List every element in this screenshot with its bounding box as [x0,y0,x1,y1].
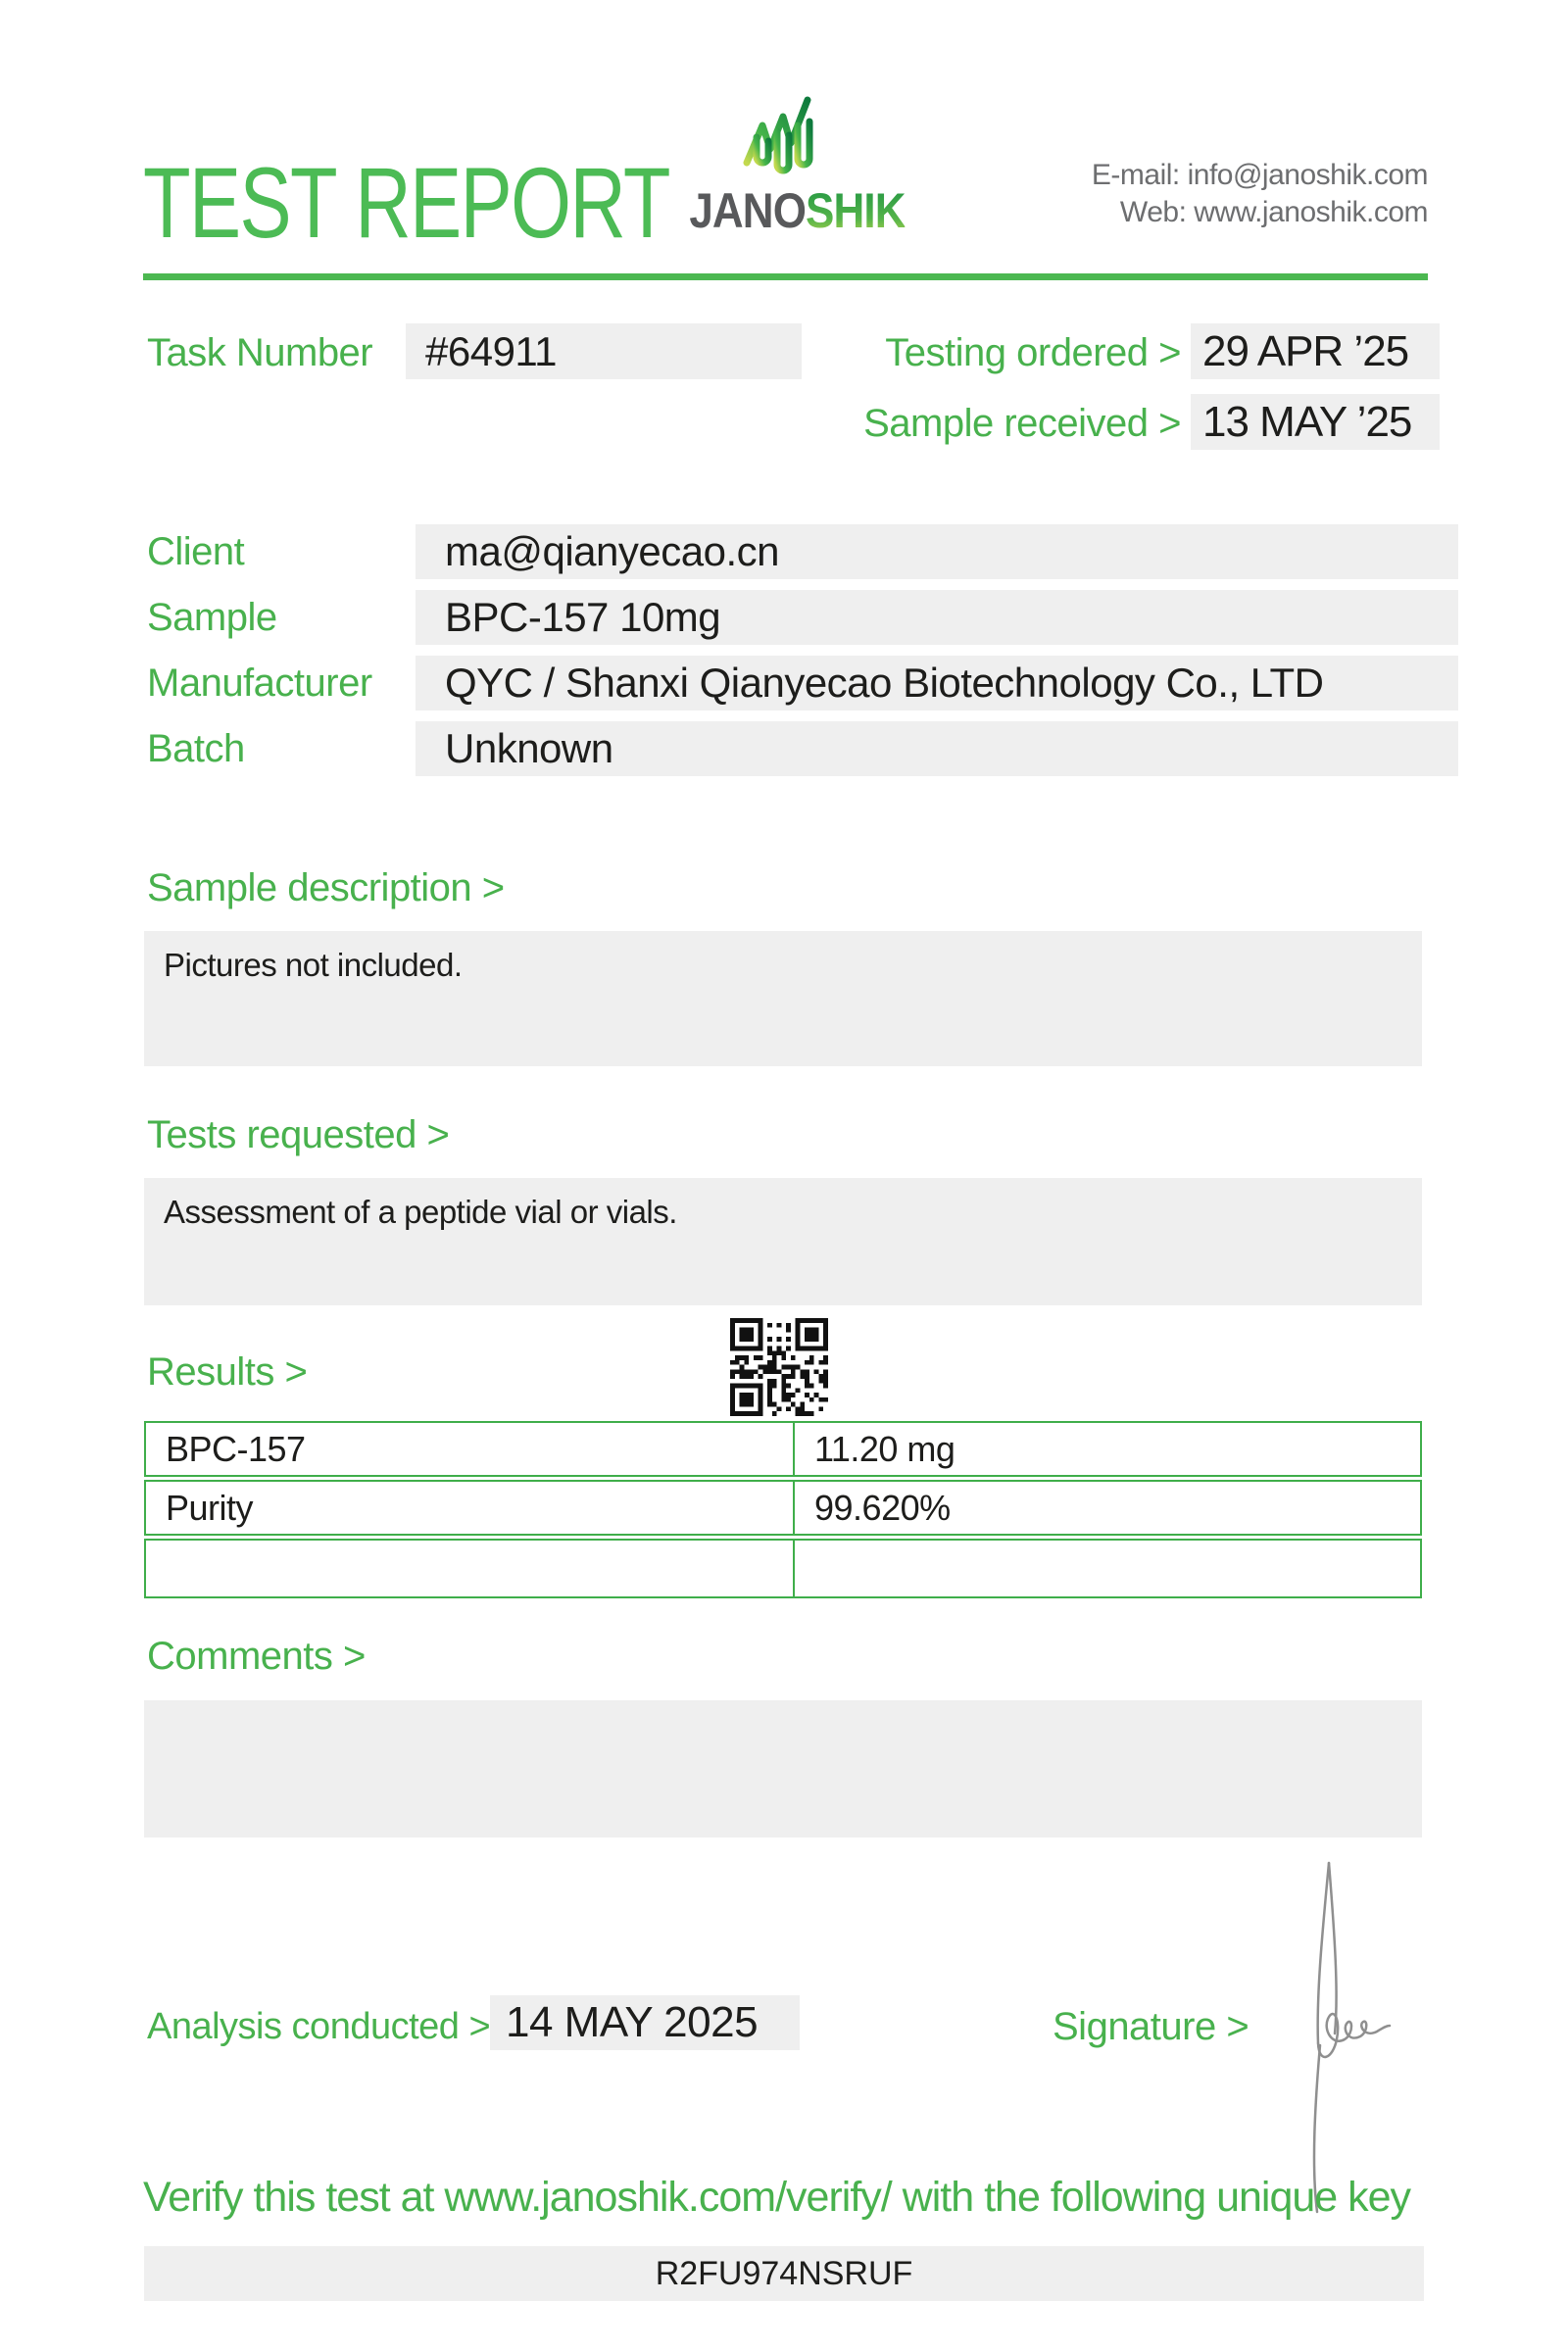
contact-block [1092,157,1428,231]
sample-description-heading: Sample description > [147,866,505,909]
signature-label: Signature > [1053,2005,1250,2048]
unique-key-value: R2FU974NSRUF [655,2254,913,2292]
tests-requested-box [144,1178,1422,1305]
sample-value-box [416,590,1458,645]
testing-ordered-value: 29 APR ’25 [1202,326,1409,375]
table-row [144,1539,1422,1598]
contact-web: Web: www.janoshik.com [1119,196,1428,228]
sample-description-text: Pictures not included. [164,947,463,983]
logo-wordmark [689,183,906,238]
sample-received-value: 13 MAY ’25 [1202,397,1412,446]
sample-received-label: Sample received > [863,402,1181,445]
testing-ordered-value-box [1191,323,1440,379]
page-title: TEST REPORT [143,147,669,259]
result-value-cell: 99.620% [814,1487,951,1528]
task-number-value: #64911 [425,327,558,374]
header-divider [143,273,1428,280]
client-label: Client [147,530,245,573]
result-name-cell [146,1541,795,1596]
qr-code-image [730,1318,828,1416]
comments-heading: Comments > [147,1635,366,1678]
task-number-value-box [406,323,802,379]
table-row [144,1480,1422,1536]
tests-requested-heading: Tests requested > [147,1113,450,1156]
manufacturer-value-box [416,656,1458,710]
task-number-label: Task Number [147,331,373,374]
verify-instruction: Verify this test at www.janoshik.com/verify/ with the following unique key [143,2174,1411,2221]
client-value-box [416,524,1458,579]
batch-value: Unknown [445,725,613,771]
result-value-cell: 11.20 mg [814,1428,956,1469]
manufacturer-value: QYC / Shanxi Qianyecao Biotechnology Co., LTD [445,660,1324,706]
signature-image [1274,1857,1411,2220]
unique-key-box [144,2246,1424,2301]
comments-box [144,1700,1422,1838]
sample-received-value-box [1191,394,1440,450]
batch-value-box [416,721,1458,776]
contact-email: E-mail: info@janoshik.com [1091,159,1428,191]
table-row [144,1421,1422,1477]
result-name-cell: Purity [146,1482,795,1534]
client-value: ma@qianyecao.cn [445,528,779,574]
testing-ordered-label: Testing ordered > [885,331,1181,374]
sample-description-box [144,931,1422,1066]
sample-label: Sample [147,596,277,639]
result-value-cell [795,1541,1420,1596]
results-heading: Results > [147,1350,308,1394]
bar-chart-arrow-icon [740,96,830,182]
janoshik-logo [676,96,906,238]
sample-value: BPC-157 10mg [445,594,721,640]
logo-word-jano: JANO [689,183,807,238]
analysis-date-value: 14 MAY 2025 [506,1998,759,2046]
results-table [144,1421,1422,1601]
batch-label: Batch [147,727,245,770]
logo-word-shik: SHIK [806,183,906,238]
manufacturer-label: Manufacturer [147,662,372,705]
result-name-cell: BPC-157 [146,1423,795,1475]
analysis-conducted-label: Analysis conducted > [147,2006,491,2047]
analysis-date-box [490,1995,800,2050]
tests-requested-text: Assessment of a peptide vial or vials. [164,1194,677,1230]
